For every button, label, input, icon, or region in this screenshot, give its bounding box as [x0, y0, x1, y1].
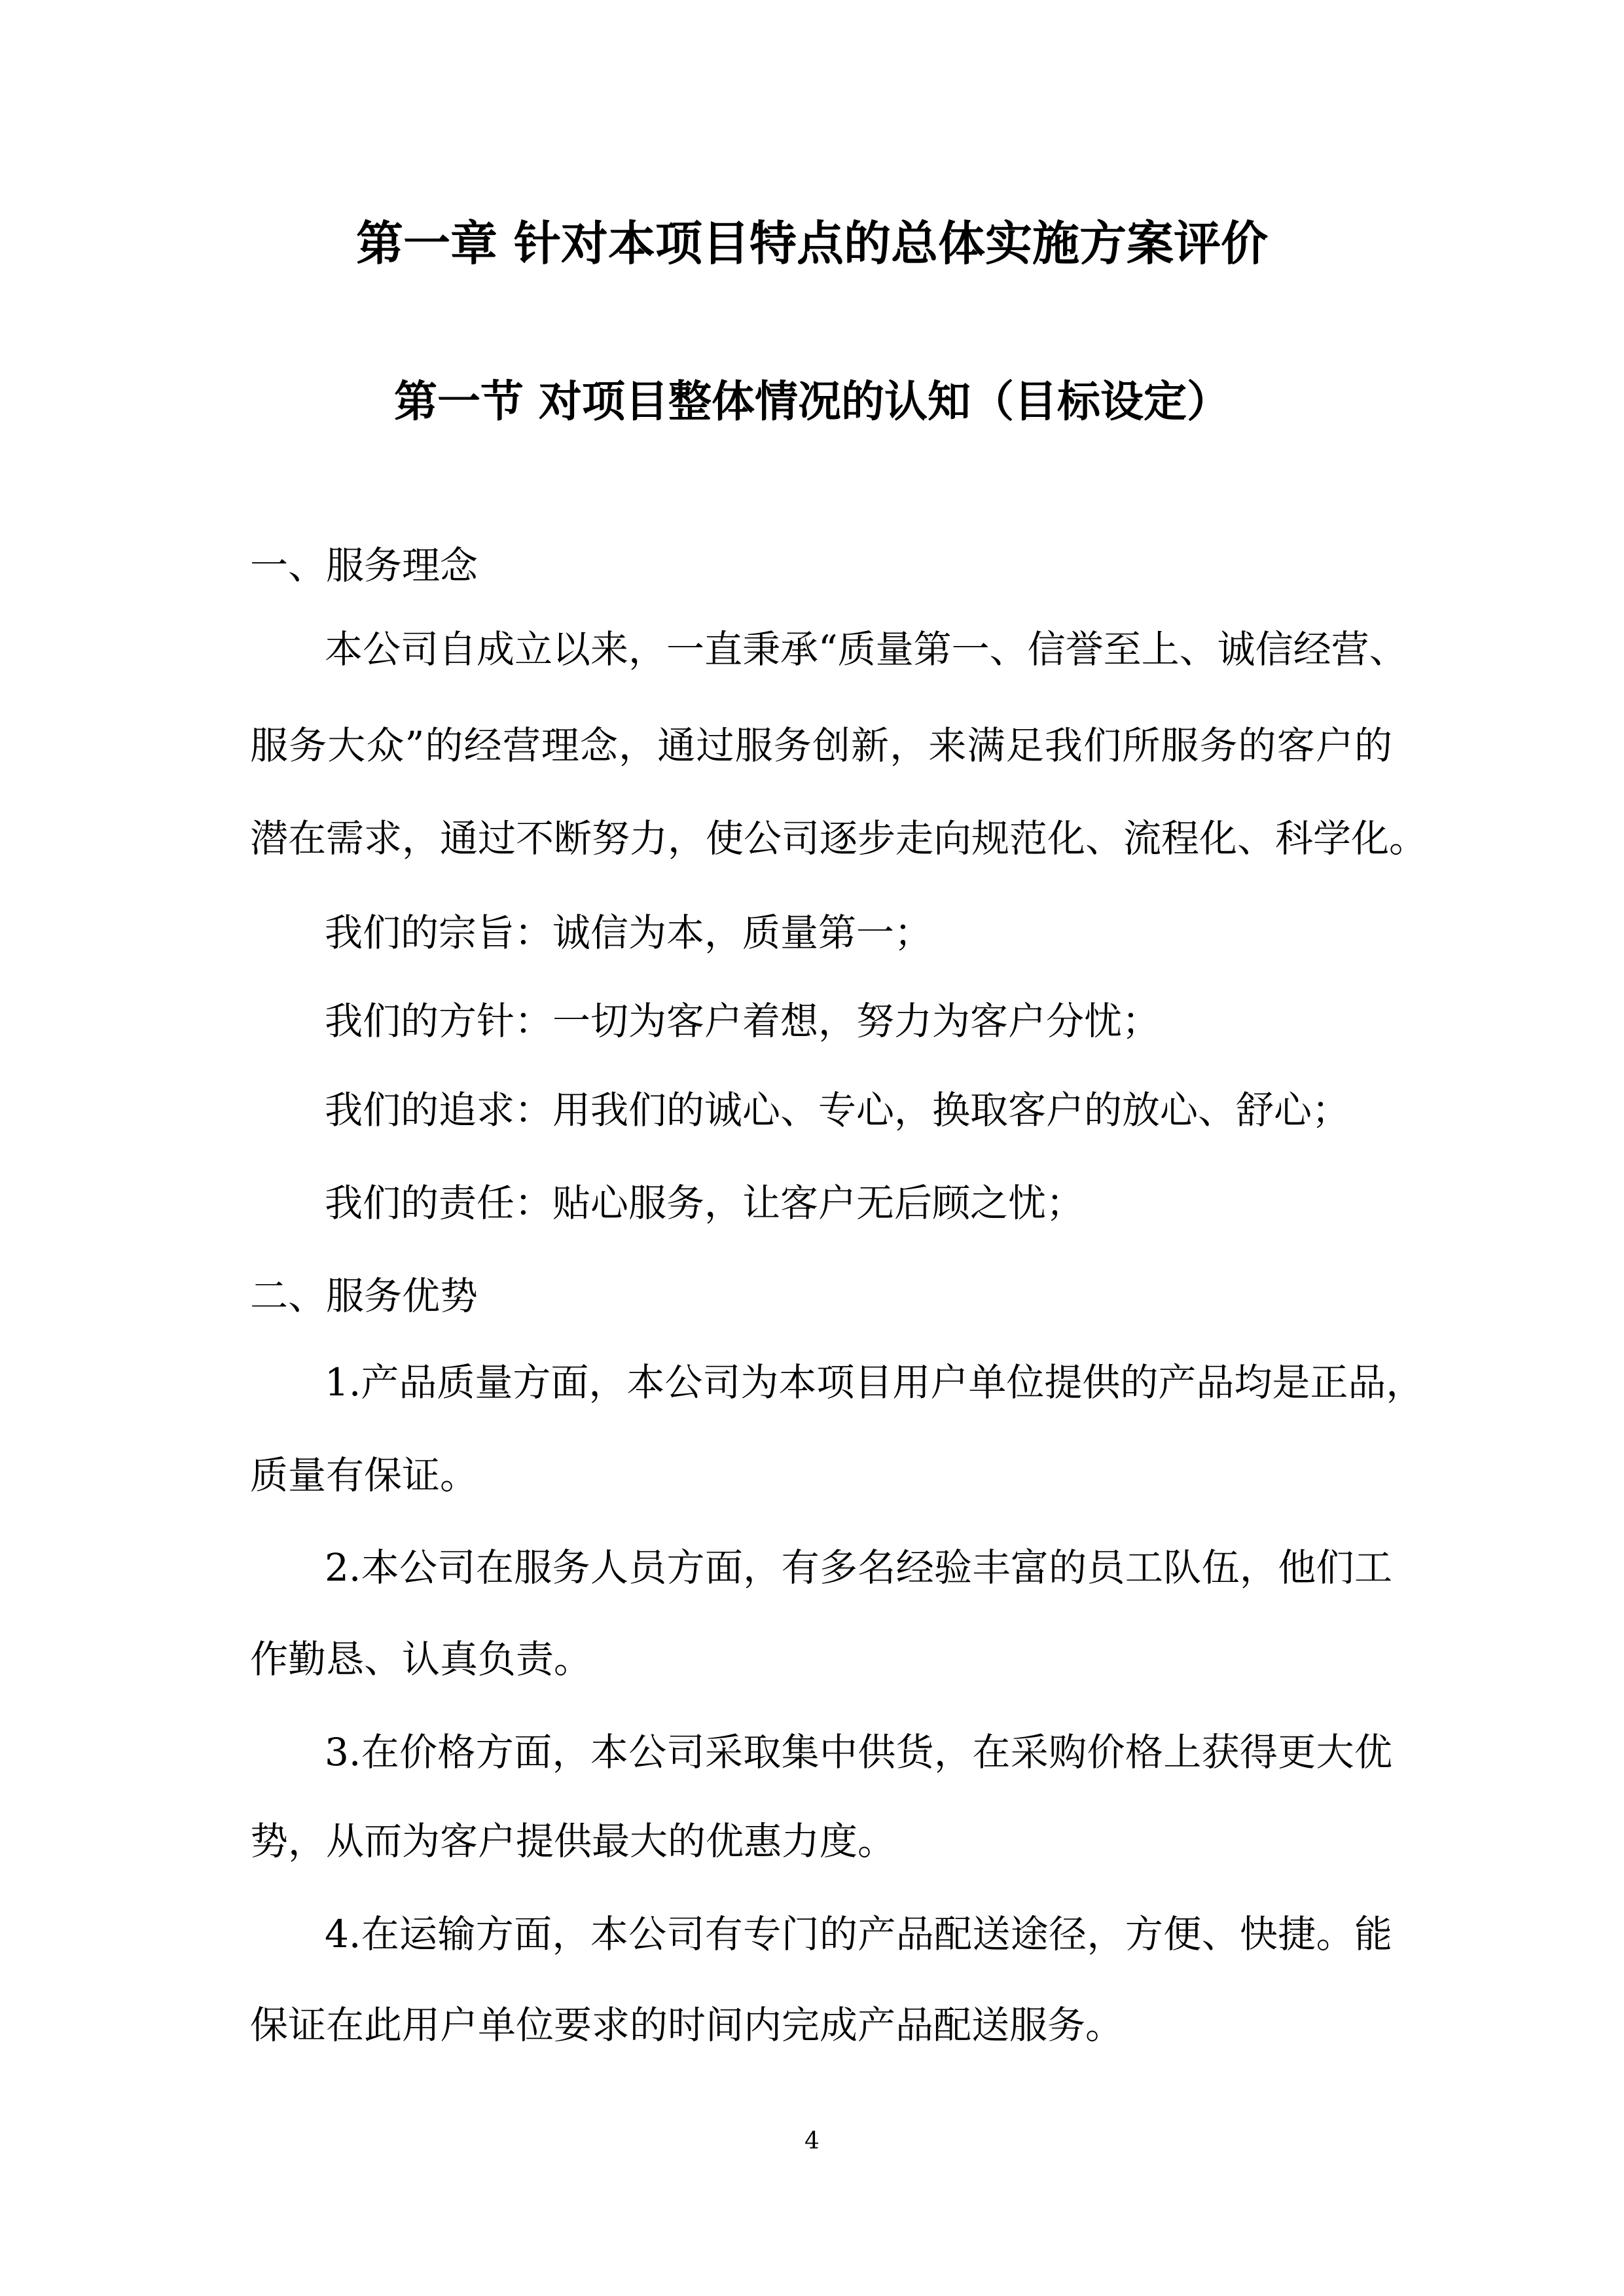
- principle-line: 我们的责任：贴心服务，让客户无后顾之忧；: [325, 1181, 1085, 1225]
- heading-service-advantages: 二、服务优势: [250, 1274, 478, 1318]
- principle-line: 我们的宗旨：诚信为本，质量第一；: [325, 910, 933, 955]
- principle-line: 我们的追求：用我们的诚心、专心，换取客户的放心、舒心；: [325, 1088, 1350, 1132]
- advantage-line: 1.产品质量方面，本公司为本项目用户单位提供的产品均是正品，: [325, 1360, 1424, 1405]
- chapter-title: 第一章 针对本项目特点的总体实施方案评价: [355, 215, 1269, 271]
- heading-service-philosophy: 一、服务理念: [250, 543, 478, 588]
- page-number: 4: [804, 2128, 820, 2155]
- advantage-line: 质量有保证。: [250, 1453, 478, 1498]
- paragraph-line: 潜在需求，通过不断努力，使公司逐步走向规范化、流程化、科学化。: [250, 816, 1428, 861]
- principle-line: 我们的方针：一切为客户着想，努力为客户分忧；: [325, 999, 1161, 1043]
- advantage-line: 4.在运输方面，本公司有专门的产品配送途径，方便、快捷。能: [325, 1912, 1392, 1956]
- advantage-line: 作勤恳、认真负责。: [250, 1637, 592, 1681]
- advantage-line: 势，从而为客户提供最大的优惠力度。: [250, 1819, 896, 1863]
- advantage-line: 2.本公司在服务人员方面，有多名经验丰富的员工队伍，他们工: [325, 1545, 1392, 1590]
- advantage-line: 保证在此用户单位要求的时间内完成产品配送服务。: [250, 2003, 1124, 2047]
- section-title: 第一节 对项目整体情况的认知（目标设定）: [394, 376, 1230, 427]
- paragraph-line: 服务大众”的经营理念，通过服务创新，来满足我们所服务的客户的: [250, 723, 1392, 768]
- advantage-line: 3.在价格方面，本公司采取集中供货，在采购价格上获得更大优: [325, 1730, 1392, 1774]
- paragraph-line: 本公司自成立以来，一直秉承“质量第一、信誉至上、诚信经营、: [325, 627, 1407, 672]
